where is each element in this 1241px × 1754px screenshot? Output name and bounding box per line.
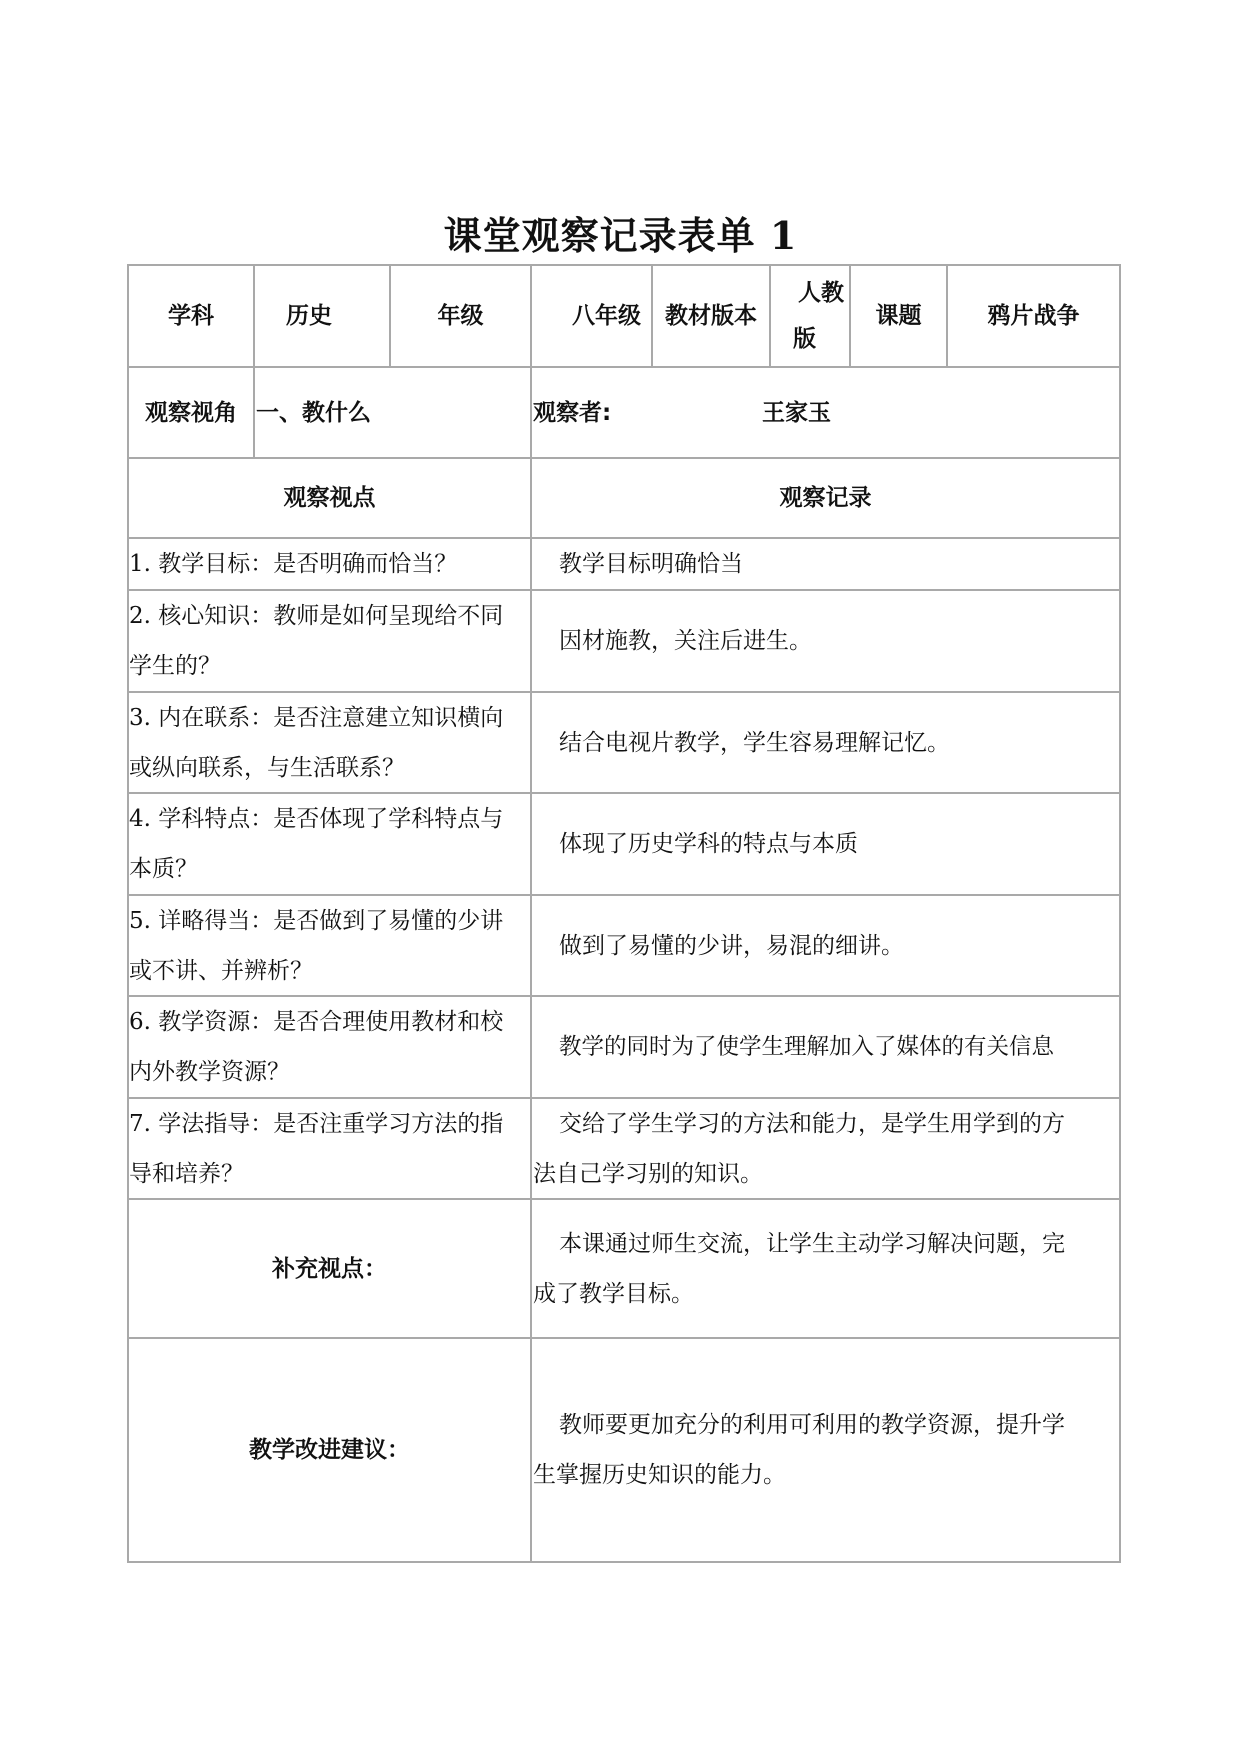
observation-point-line2: 或纵向联系，与生活联系？ bbox=[129, 755, 405, 781]
observation-record: 因材施教，关注后进生。 bbox=[559, 628, 812, 654]
supplement-text-line1: 本课通过师生交流，让学生主动学习解决问题，完 bbox=[559, 1230, 1065, 1257]
column-header-points: 观察视点 bbox=[283, 485, 376, 511]
observation-point-line1: 2. 核心知识：教师是如何呈现给不同 bbox=[129, 603, 504, 629]
column-header-records: 观察记录 bbox=[779, 485, 872, 511]
observation-point-line1: 3. 内在联系：是否注意建立知识横向 bbox=[129, 705, 504, 731]
observation-point-line2: 导和培养？ bbox=[129, 1161, 244, 1187]
observation-point-line2: 学生的？ bbox=[129, 653, 221, 679]
observation-point-line2: 本质？ bbox=[129, 856, 198, 882]
subject-value: 历史 bbox=[286, 303, 332, 329]
observer-label: 观察者: bbox=[533, 399, 612, 426]
observer-value: 王家玉 bbox=[762, 399, 831, 426]
observation-point bbox=[129, 896, 530, 995]
observation-point bbox=[129, 693, 530, 792]
observation-point bbox=[129, 1099, 530, 1198]
observation-record: 教学的同时为了使学生理解加入了媒体的有关信息 bbox=[559, 1034, 1055, 1060]
observation-point-line1: 4. 学科特点：是否体现了学科特点与 bbox=[129, 806, 504, 832]
observation-point-line1: 5. 详略得当：是否做到了易懂的少讲 bbox=[129, 908, 504, 934]
grade-value: 八年级 bbox=[572, 303, 641, 329]
subject-label: 学科 bbox=[168, 303, 214, 329]
observation-record-line2: 法自己学习别的知识。 bbox=[533, 1161, 763, 1187]
observation-record: 教学目标明确恰当 bbox=[559, 551, 743, 577]
supplement-text bbox=[533, 1200, 1119, 1337]
perspective-label: 观察视角 bbox=[145, 399, 237, 426]
page-title: 课堂观察记录表单 1 bbox=[443, 213, 798, 258]
observation-point-line2: 或不讲、并辨析？ bbox=[129, 958, 313, 984]
suggestion-text-line2: 生掌握历史知识的能力。 bbox=[533, 1462, 786, 1488]
grade-label: 年级 bbox=[437, 303, 484, 329]
observation-record: 结合电视片教学，学生容易理解记忆。 bbox=[559, 729, 950, 756]
observation-point-line1: 6. 教学资源：是否合理使用教材和校 bbox=[129, 1009, 504, 1035]
topic-value: 鸦片战争 bbox=[987, 303, 1080, 329]
topic-label: 课题 bbox=[875, 303, 922, 329]
observation-point bbox=[129, 591, 530, 691]
observation-record: 做到了易懂的少讲，易混的细讲。 bbox=[559, 932, 904, 959]
suggestion-text-line1: 教师要更加充分的利用可利用的教学资源，提升学 bbox=[559, 1412, 1065, 1438]
perspective-value: 一、教什么 bbox=[256, 399, 371, 426]
suggestion-label: 教学改进建议： bbox=[249, 1437, 410, 1463]
supplement-text-line2: 成了教学目标。 bbox=[533, 1280, 694, 1307]
edition-value-line1: 人教 bbox=[798, 280, 844, 306]
edition-value bbox=[771, 266, 849, 366]
observation-point-line1: 7. 学法指导：是否注重学习方法的指 bbox=[129, 1111, 504, 1137]
observation-point: 1. 教学目标：是否明确而恰当？ bbox=[129, 551, 458, 577]
supplement-label: 补充视点： bbox=[272, 1255, 387, 1282]
observation-point bbox=[129, 794, 530, 894]
edition-label: 教材版本 bbox=[665, 303, 757, 329]
edition-value-line2: 版 bbox=[793, 326, 816, 352]
table-border-line bbox=[1119, 264, 1121, 1563]
observation-point bbox=[129, 997, 530, 1097]
suggestion-text bbox=[533, 1339, 1119, 1561]
table-border-line bbox=[253, 366, 255, 457]
observation-record-line1: 交给了学生学习的方法和能力，是学生用学到的方 bbox=[559, 1111, 1065, 1137]
observation-record: 体现了历史学科的特点与本质 bbox=[559, 831, 858, 857]
table-border-line bbox=[127, 1561, 1121, 1563]
observation-point-line2: 内外教学资源？ bbox=[129, 1059, 290, 1085]
observation-record bbox=[533, 1099, 1119, 1198]
